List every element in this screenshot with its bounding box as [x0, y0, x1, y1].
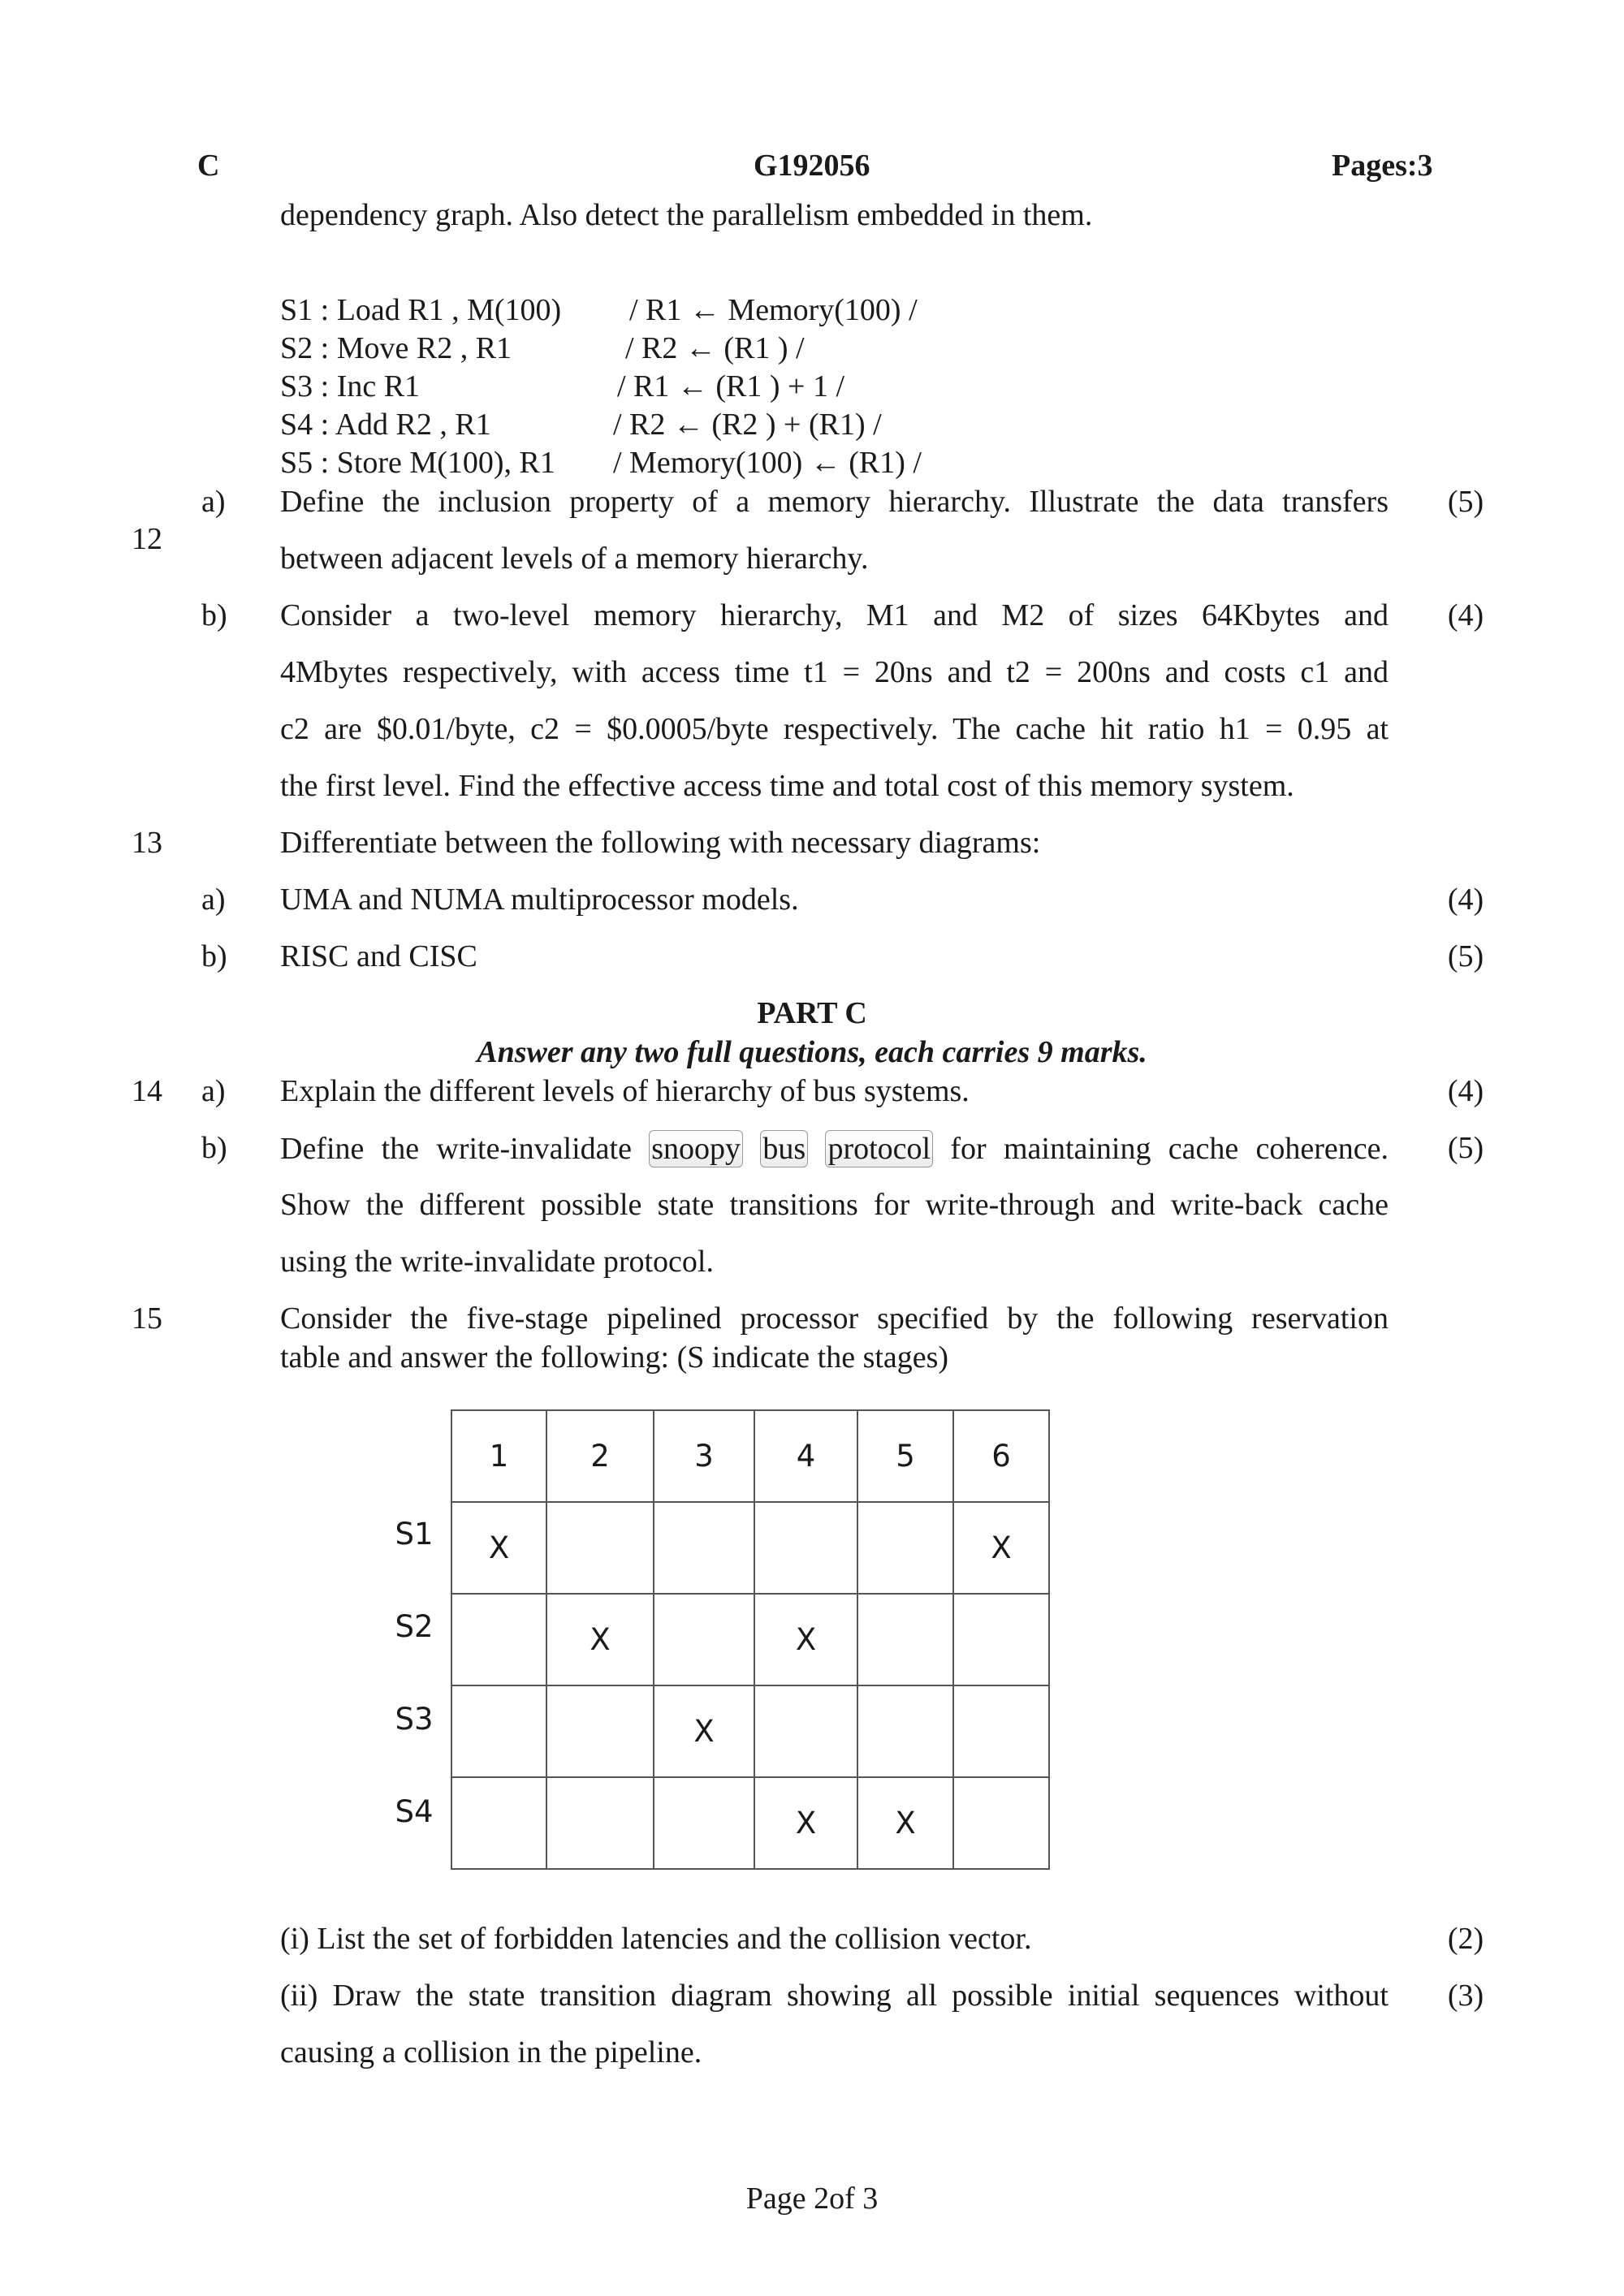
table-cell: X: [754, 1777, 857, 1869]
subpart-label: b): [201, 598, 227, 632]
header-series-code: C: [197, 149, 220, 183]
subpart-label: b): [201, 939, 227, 973]
table-cell: [754, 1685, 857, 1777]
table-cell: [654, 1777, 754, 1869]
code-statement: S1 : Load R1 , M(100): [280, 293, 562, 327]
subpart-label: a): [201, 485, 226, 519]
stage-label: S1: [395, 1517, 434, 1552]
table-cell: [953, 1594, 1049, 1685]
marks: (5): [1447, 939, 1484, 973]
stage-label: S2: [395, 1609, 434, 1644]
column-header: 4: [754, 1410, 857, 1502]
column-header: 6: [953, 1410, 1049, 1502]
column-header: 3: [654, 1410, 754, 1502]
code-comment: / R2 ← (R1 ) /: [625, 331, 805, 365]
code-statement: S2 : Move R2 , R1: [280, 331, 512, 365]
header-paper-code: G192056: [754, 149, 870, 183]
table-row: [451, 1502, 1049, 1594]
code-comment: / R2 ← (R2 ) + (R1) /: [613, 408, 882, 442]
question-text: using the write-invalidate protocol.: [280, 1245, 714, 1279]
question-text: c2 are $0.01/byte, c2 = $0.0005/byte respectively. The cache hit ratio h1 = 0.95 at: [280, 712, 1389, 746]
table-cell: [857, 1685, 953, 1777]
header-pages: Pages:3: [1332, 149, 1433, 183]
section-instruction: Answer any two full questions, each carries 9 marks.: [477, 1035, 1147, 1069]
table-cell: X: [754, 1594, 857, 1685]
subpart-label: a): [201, 1074, 226, 1108]
table-cell: [754, 1502, 857, 1594]
question-text: Consider the five-stage pipelined processor specified by the following reservation: [280, 1301, 1389, 1336]
reservation-table: [451, 1409, 1050, 1870]
table-cell: X: [857, 1777, 953, 1869]
table-cell: [857, 1502, 953, 1594]
marks: (4): [1447, 883, 1484, 917]
question-text: the first level. Find the effective access time and total cost of this memory system.: [280, 769, 1294, 803]
table-cell: [953, 1685, 1049, 1777]
marks: (3): [1447, 1979, 1484, 2013]
table-row: [451, 1777, 1049, 1869]
code-statement: S5 : Store M(100), R1: [280, 446, 555, 480]
question-number: 13: [132, 826, 162, 860]
table-cell: X: [451, 1502, 546, 1594]
code-comment: / R1 ← (R1 ) + 1 /: [617, 369, 845, 404]
page-footer: Page 2of 3: [745, 2182, 879, 2216]
question-text: (i) List the set of forbidden latencies and the collision vector.: [280, 1922, 1032, 1956]
text-segment: Define the write-invalidate: [280, 1132, 650, 1166]
table-cell: [654, 1594, 754, 1685]
question-text: Consider a two-level memory hierarchy, M1 and M2 of sizes 64Kbytes and: [280, 598, 1389, 632]
table-cell: [857, 1594, 953, 1685]
table-cell: X: [953, 1502, 1049, 1594]
table-row: [451, 1594, 1049, 1685]
table-cell: [546, 1685, 654, 1777]
question-text: RISC and CISC: [280, 939, 477, 973]
question-text: (ii) Draw the state transition diagram showing all possible initial sequences without: [280, 1979, 1389, 2013]
subpart-label: b): [201, 1131, 227, 1165]
table-cell: [654, 1502, 754, 1594]
subpart-label: a): [201, 883, 226, 917]
question-text: Show the different possible state transitions for write-through and write-back cache: [280, 1188, 1389, 1222]
stage-label: S4: [395, 1794, 434, 1829]
question-number: 14: [132, 1074, 162, 1108]
watermark-segment: bus: [760, 1130, 808, 1167]
column-header: 2: [546, 1410, 654, 1502]
marks: (2): [1447, 1922, 1484, 1956]
table-cell: [546, 1502, 654, 1594]
marks: (5): [1447, 1131, 1484, 1165]
watermark-segment: snoopy: [649, 1130, 743, 1167]
marks: (4): [1447, 598, 1484, 632]
table-header-row: [451, 1410, 1049, 1502]
continuation-text: dependency graph. Also detect the parallelism embedded in them.: [280, 198, 1093, 232]
watermark-segment: protocol: [825, 1130, 933, 1167]
question-text: UMA and NUMA multiprocessor models.: [280, 883, 799, 917]
code-comment: / Memory(100) ← (R1) /: [613, 446, 922, 480]
question-number: 12: [132, 522, 162, 556]
question-text: table and answer the following: (S indicate the stages): [280, 1340, 949, 1375]
table-cell: [546, 1777, 654, 1869]
stage-label: S3: [395, 1702, 434, 1737]
column-header: 1: [451, 1410, 546, 1502]
marks: (4): [1447, 1074, 1484, 1108]
column-header: 5: [857, 1410, 953, 1502]
table-cell: [451, 1594, 546, 1685]
table-cell: [451, 1685, 546, 1777]
table-cell: X: [546, 1594, 654, 1685]
table-cell: [953, 1777, 1049, 1869]
question-text: Define the inclusion property of a memory hierarchy. Illustrate the data transfers: [280, 485, 1389, 519]
question-text: between adjacent levels of a memory hierarchy.: [280, 542, 869, 576]
question-number: 15: [132, 1301, 162, 1336]
table-cell: X: [654, 1685, 754, 1777]
code-statement: S4 : Add R2 , R1: [280, 408, 491, 442]
code-statement: S3 : Inc R1: [280, 369, 421, 404]
code-comment: / R1 ← Memory(100) /: [629, 293, 918, 327]
section-title: PART C: [757, 996, 867, 1030]
text-segment: for maintaining cache coherence.: [933, 1132, 1389, 1166]
table-row: [451, 1685, 1049, 1777]
marks: (5): [1447, 485, 1484, 519]
question-text: Differentiate between the following with necessary diagrams:: [280, 826, 1041, 860]
question-text: 4Mbytes respectively, with access time t1 = 20ns and t2 = 200ns and costs c1 and: [280, 655, 1389, 689]
question-text: [280, 1130, 1389, 1167]
question-text: causing a collision in the pipeline.: [280, 2035, 702, 2069]
question-text: Explain the different levels of hierarchy of bus systems.: [280, 1074, 970, 1108]
table-cell: [451, 1777, 546, 1869]
